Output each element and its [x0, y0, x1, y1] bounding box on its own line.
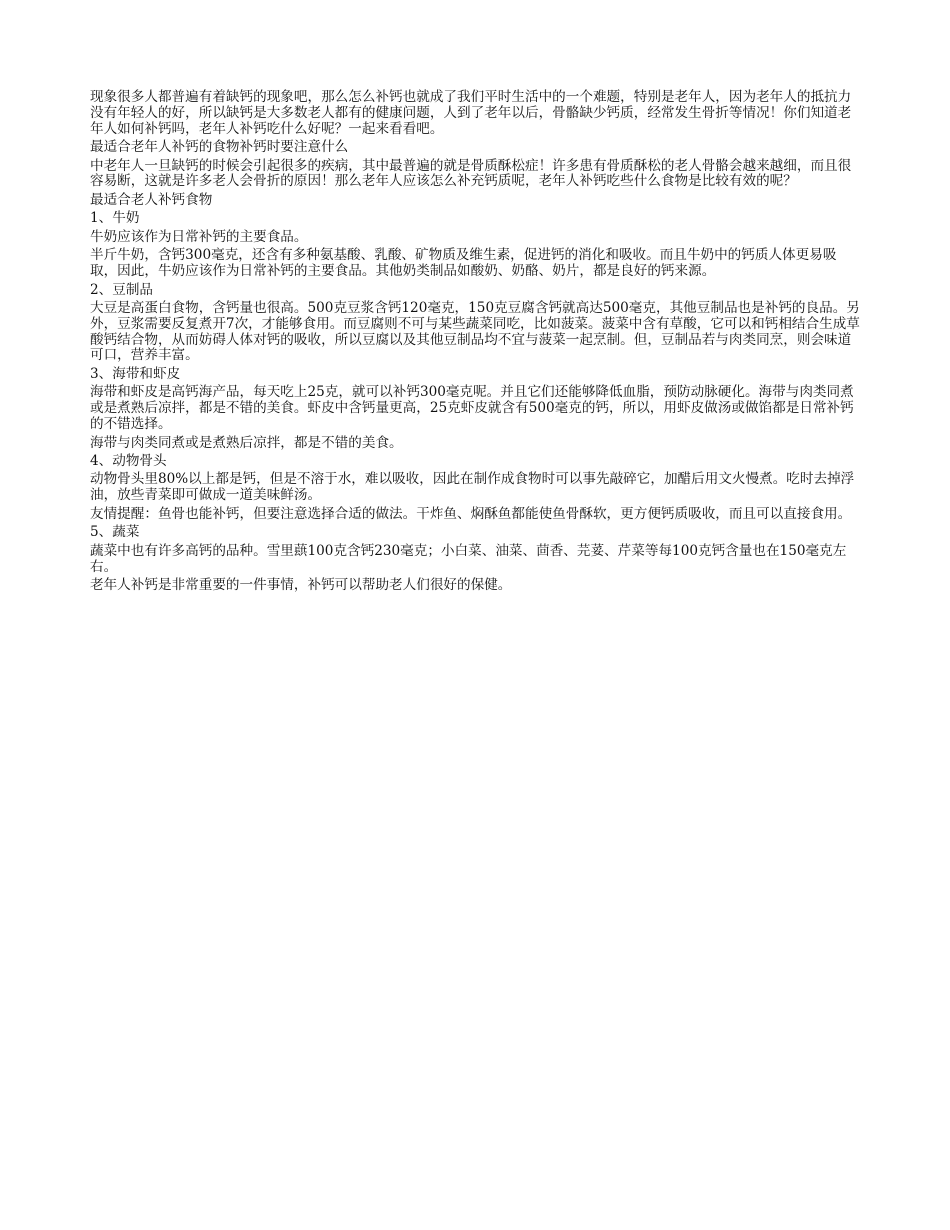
vegetables-detail: 蔬菜中也有许多高钙的品种。雪里蕻100克含钙230毫克；小白菜、油菜、茴香、芫荽、芹菜等每100克钙含量也在150毫克左右。 — [90, 542, 847, 575]
document-body — [90, 90, 862, 596]
seaweed-shrimp-detail: 海带和虾皮是高钙海产品，每天吃上25克，就可以补钙300毫克呢。并且它们还能够降低血脂，预防动脉硬化。海带与肉类同煮或是煮熟后凉拌，都是不错的美食。虾皮中含钙量更高，25克虾皮就含有500毫克的钙，所以，用虾皮做汤或做馅都是日常补钙的不错选择。 — [90, 384, 854, 433]
section-heading-tips: 最适合老年人补钙的食物补钙时要注意什么 — [90, 139, 349, 156]
item-heading-bones: 4、动物骨头 — [90, 452, 167, 469]
milk-summary: 牛奶应该作为日常补钙的主要食品。 — [90, 228, 308, 245]
item-heading-vegetables: 5、蔬菜 — [90, 524, 140, 541]
osteoporosis-paragraph: 中老年人一旦缺钙的时候会引起很多的疾病，其中最普遍的就是骨质酥松症！许多患有骨质酥松的老人骨骼会越来越细，而且很容易断，这就是许多老人会骨折的原因！那么老年人应该怎么补充钙质呢，老年人补钙吃些什么食物是比较有效的呢？ — [90, 157, 852, 190]
fish-bone-tip: 友情提醒：鱼骨也能补钙，但要注意选择合适的做法。干炸鱼、焖酥鱼都能使鱼骨酥软，更方便钙质吸收，而且可以直接食用。 — [90, 505, 852, 522]
bones-detail: 动物骨头里80%以上都是钙，但是不溶于水，难以吸收，因此在制作成食物时可以事先敲碎它，加醋后用文火慢煮。吃时去掉浮油，放些青菜即可做成一道美味鲜汤。 — [90, 471, 855, 504]
seaweed-note: 海带与肉类同煮或是煮熟后凉拌，都是不错的美食。 — [90, 434, 403, 451]
milk-detail: 半斤牛奶，含钙300毫克，还含有多种氨基酸、乳酸、矿物质及维生素，促进钙的消化和吸收。而且牛奶中的钙质人体更易吸取，因此，牛奶应该作为日常补钙的主要食品。其他奶类制品如酸奶、奶酪、奶片，都是良好的钙来源。 — [90, 247, 837, 280]
intro-paragraph: 现象很多人都普遍有着缺钙的现象吧，那么怎么补钙也就成了我们平时生活中的一个难题，特别是老年人，因为老年人的抵抗力没有年轻人的好，所以缺钙是大多数老人都有的健康问题，人到了老年以后，骨骼缺少钙质，经常发生骨折等情况！你们知道老年人如何补钙吗，老年人补钙吃什么好呢？一起来看看吧。 — [90, 89, 852, 137]
conclusion-paragraph: 老年人补钙是非常重要的一件事情，补钙可以帮助老人们很好的保健。 — [90, 577, 512, 593]
soy-detail: 大豆是高蛋白食物，含钙量也很高。500克豆浆含钙120毫克，150克豆腐含钙就高达500毫克，其他豆制品也是补钙的良品。另外，豆浆需要反复煮开7次，才能够食用。而豆腐则不可与某些蔬菜同吃，比如菠菜。菠菜中含有草酸，它可以和钙相结合生成草酸钙结合物，从而妨碍人体对钙的吸收，所以豆腐以及其他豆制品均不宜与菠菜一起烹制。但，豆制品若与肉类同烹，则会味道可口，营养丰富。 — [90, 300, 860, 364]
section-heading-foods: 最适合老人补钙食物 — [90, 191, 213, 208]
item-heading-milk: 1、牛奶 — [90, 210, 140, 227]
item-heading-soy: 2、豆制品 — [90, 281, 154, 298]
item-heading-seaweed-shrimp: 3、海带和虾皮 — [90, 365, 181, 382]
